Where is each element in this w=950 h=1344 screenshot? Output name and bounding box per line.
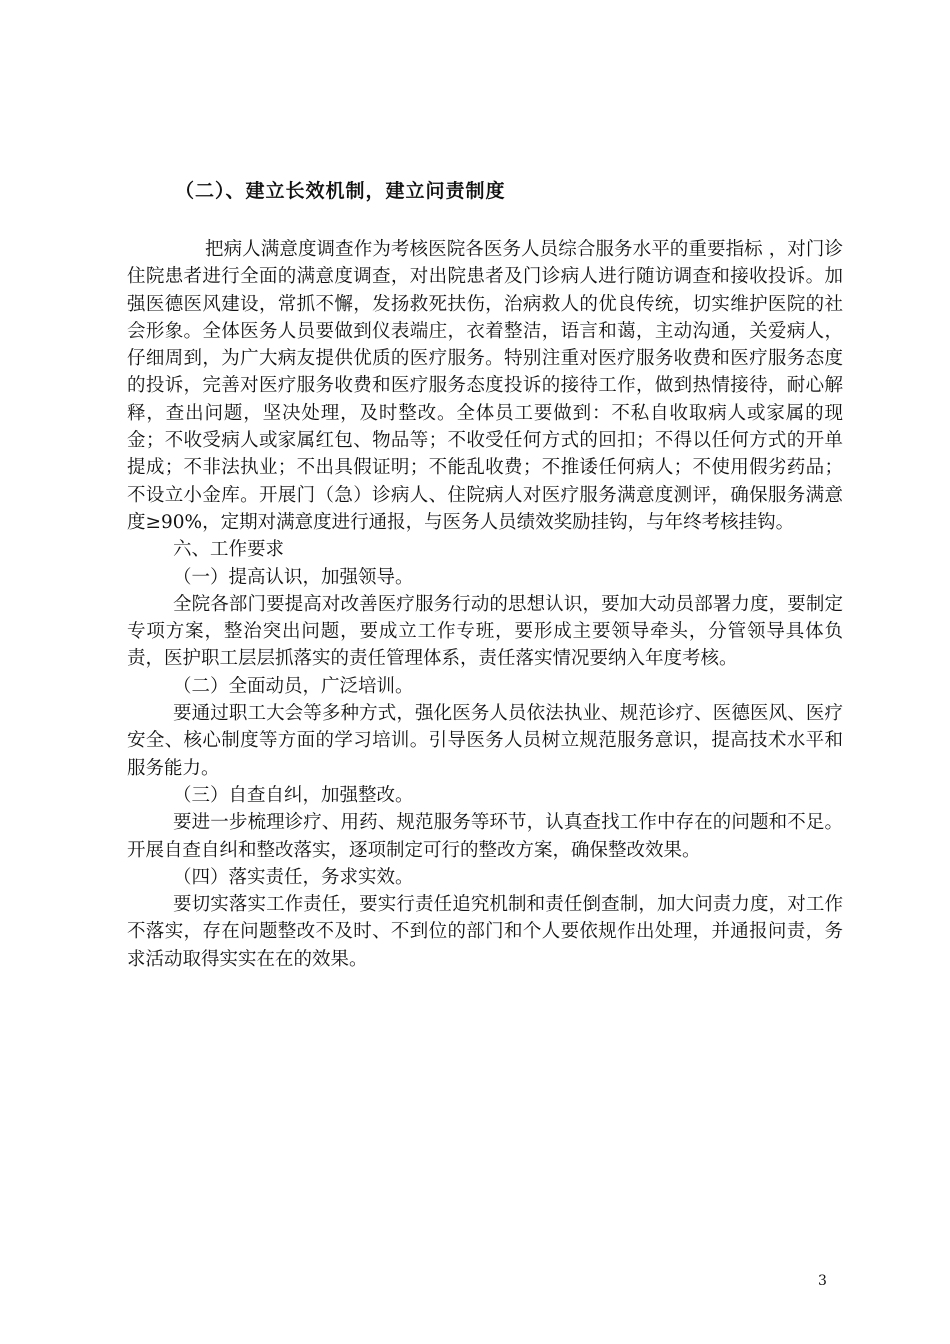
paragraph-satisfaction-survey: 把病人满意度调查作为考核医院各医务人员综合服务水平的重要指标 ，对门诊住院患者进行全面的满意度调查，对出院患者及门诊病人进行随访调查和接收投诉。加强医德医风建设，常抓不懈，发扬救死扶伤，治病救人的优良传统，切实维护医院的社会形象。全体医务人员要做到仪表端庄，衣着整洁，语言和蔼，主动沟通，关爱病人，仔细周到，为广大病友提供优质的医疗服务。特别注重对医疗服务收费和医疗服务态度的投诉，完善对医疗服务收费和医疗服务态度投诉的接待工作，做到热情接待，耐心解释，查出问题，坚决处理，及时整改。全体员工要做到：不私自收取病人或家属的现金；不收受病人或家属红包、物品等；不收受任何方式的回扣；不得以任何方式的开单提成；不非法执业；不出具假证明；不能乱收费；不推诿任何病人；不使用假劣药品；不设立小金库。开展门（急）诊病人、住院病人对医疗服务满意度测评，确保服务满意度≥90%，定期对满意度进行通报，与医务人员绩效奖励挂钩，与年终考核挂钩。 xyxy=(127,239,843,533)
paragraph-mobilization-training: 要通过职工大会等多种方式，强化医务人员依法执业、规范诊疗、医德医风、医疗安全、核心制度等方面的学习培训。引导医务人员树立规范服务意识，提高技术水平和服务能力。 xyxy=(127,703,843,779)
page-number: 3 xyxy=(818,1273,827,1289)
subheading-awareness-leadership: （一）提高认识，加强领导。 xyxy=(173,566,414,588)
heading-work-requirements: 六、工作要求 xyxy=(173,539,285,561)
subheading-mobilization-training: （二）全面动员，广泛培训。 xyxy=(173,675,414,697)
subheading-responsibility: （四）落实责任，务求实效。 xyxy=(173,866,414,888)
paragraph-responsibility: 要切实落实工作责任，要实行责任追究机制和责任倒查制，加大问责力度，对工作不落实，存在问题整改不及时、不到位的部门和个人要依规作出处理，并通报问责，务求活动取得实实在在的效果。 xyxy=(127,894,843,970)
section-title: （二）、建立长效机制，建立问责制度 xyxy=(175,180,506,202)
body-text xyxy=(127,236,843,973)
subheading-self-inspection: （三）自查自纠，加强整改。 xyxy=(173,784,414,806)
paragraph-awareness-leadership: 全院各部门要提高对改善医疗服务行动的思想认识，要加大动员部署力度，要制定专项方案，整治突出问题，要成立工作专班，要形成主要领导牵头，分管领导具体负责，医护职工层层抓落实的责任管理体系，责任落实情况要纳入年度考核。 xyxy=(127,593,843,670)
paragraph-self-inspection: 要进一步梳理诊疗、用药、规范服务等环节，认真查找工作中存在的问题和不足。开展自查自纠和整改落实，逐项制定可行的整改方案，确保整改效果。 xyxy=(127,812,843,861)
